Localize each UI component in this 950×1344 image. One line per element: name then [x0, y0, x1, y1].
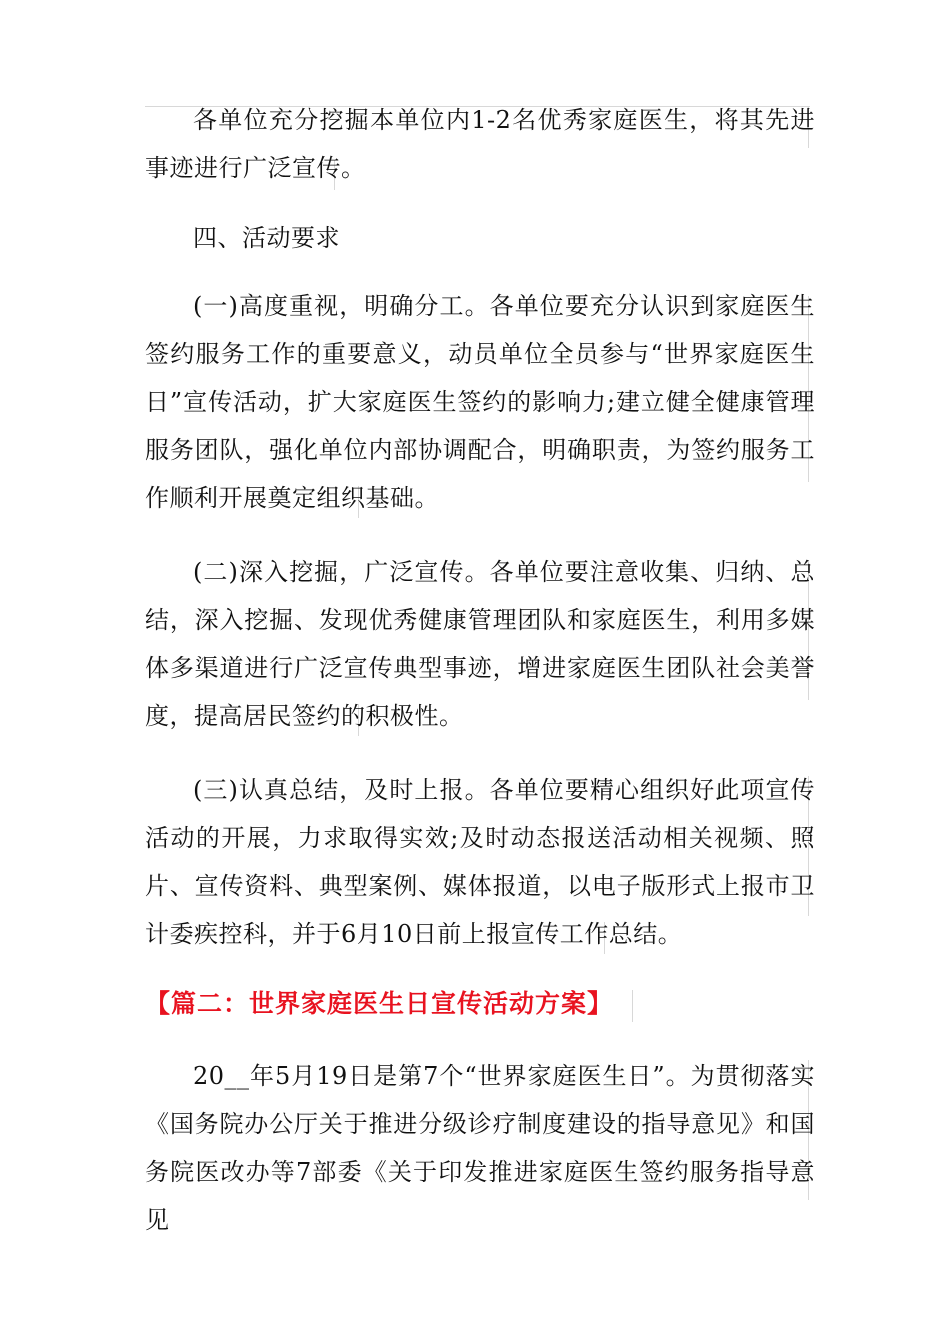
paragraph-requirement-2: (二)深入挖掘，广泛宣传。各单位要注意收集、归纳、总结，深入挖掘、发现优秀健康管理团队和家庭医生，利用多媒体多渠道进行广泛宣传典型事迹，增进家庭医生团队社会美誉度，提高居民签约的积极性。	[145, 558, 815, 730]
paragraph-requirement-1: (一)高度重视，明确分工。各单位要充分认识到家庭医生签约服务工作的重要意义，动员单位全员参与“世界家庭医生日”宣传活动，扩大家庭医生签约的影响力;建立健全健康管理服务团队，强化单位内部协调配合，明确职责，为签约服务工作顺利开展奠定组织基础。	[145, 292, 815, 512]
paragraph-requirement-3: (三)认真总结，及时上报。各单位要精心组织好此项宣传活动的开展，力求取得实效;及时动态报送活动相关视频、照片、宣传资料、典型案例、媒体报道，以电子版形式上报市卫计委疾控科，并于6月10日前上报宣传工作总结。	[145, 776, 815, 948]
paragraph-promotion: 各单位充分挖掘本单位内1-2名优秀家庭医生，将其先进事迹进行广泛宣传。	[145, 106, 815, 182]
paragraph-part-two-intro: 20__年5月19日是第7个“世界家庭医生日”。为贯彻落实《国务院办公厅关于推进分级诊疗制度建设的指导意见》和国务院医改办等7部委《关于印发推进家庭医生签约服务指导意见	[145, 1062, 815, 1234]
section-title-requirements: 四、活动要求	[193, 224, 340, 252]
part-two-heading: 【篇二：世界家庭医生日宣传活动方案】	[145, 989, 614, 1018]
